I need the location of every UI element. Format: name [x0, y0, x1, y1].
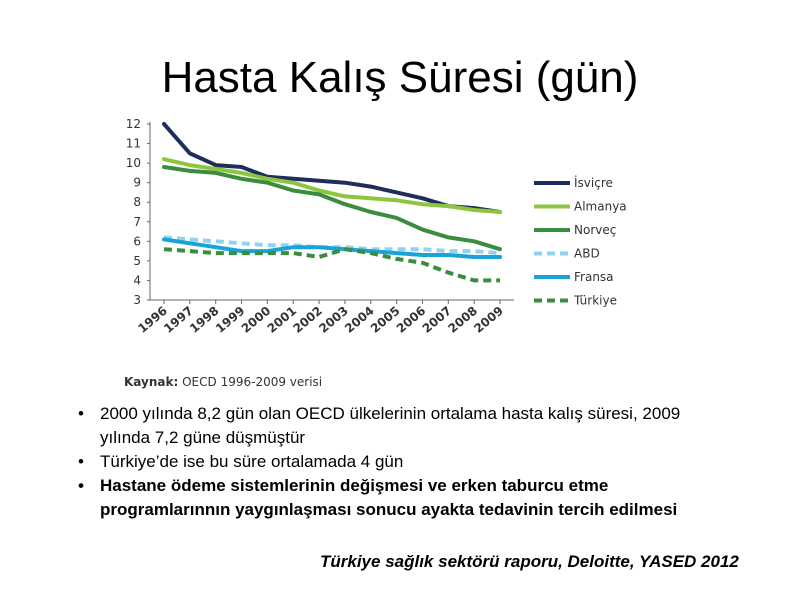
x-tick-label: 2007: [419, 303, 455, 336]
y-tick-label: 9: [133, 175, 141, 190]
legend-label: Fransa: [574, 270, 614, 284]
bullet-item: [74, 474, 714, 522]
y-tick-label: 11: [125, 136, 141, 151]
chart-source: [124, 375, 322, 389]
x-tick-label: 2004: [342, 303, 377, 336]
source-text: OECD 1996-2009 verisi: [182, 375, 323, 389]
legend-label: ABD: [574, 246, 600, 261]
bullet-text: 2000 yılında 8,2 gün olan OECD ülkelerinin ortalama hasta kalış süresi, 2009 yılında 7,2 güne düşmüştür: [100, 404, 681, 447]
bullet-glyph: •: [78, 404, 84, 423]
slide-title: Hasta Kalış Süresi (gün): [161, 53, 639, 102]
legend-label: İsviçre: [574, 176, 613, 190]
bullet-text: Hastane ödeme sistemlerinin değişmesi ve erken taburcu etme programlarınnın yaygınlaşması sonucu ayakta tedavinin tercih edilmesi: [100, 476, 678, 519]
x-tick-label: 1996: [135, 303, 170, 336]
y-tick-label: 8: [133, 195, 141, 210]
y-tick-label: 6: [133, 234, 141, 249]
y-tick-label: 5: [133, 253, 141, 268]
legend-label: Türkiye: [574, 293, 617, 308]
y-tick-label: 3: [133, 293, 141, 307]
legend-label: Almanya: [574, 199, 627, 214]
x-tick-label: 2002: [290, 303, 326, 336]
y-tick-label: 7: [133, 214, 141, 229]
series-line: [164, 159, 500, 212]
x-tick-label: 2003: [316, 303, 351, 336]
y-tick-label: 12: [125, 117, 141, 131]
legend-label: Norveç: [574, 223, 617, 237]
x-tick-label: 2001: [264, 303, 300, 336]
source-label: Kaynak:: [124, 375, 179, 389]
bullet-item: [74, 450, 714, 474]
x-tick-label: 2000: [238, 303, 274, 336]
bullet-glyph: •: [78, 476, 84, 495]
x-tick-label: 2005: [367, 303, 403, 336]
x-tick-label: 1997: [161, 303, 196, 336]
reference-citation: Türkiye sağlık sektörü raporu, Deloitte, YASED 2012: [320, 552, 739, 571]
bullet-list: [74, 402, 714, 522]
series-line: [164, 239, 500, 257]
bullet-item: [74, 402, 714, 450]
x-tick-label: 2009: [471, 303, 506, 336]
x-tick-label: 2008: [445, 303, 481, 336]
y-tick-label: 4: [133, 273, 141, 288]
x-tick-label: 2006: [393, 303, 429, 336]
x-tick-label: 1999: [212, 303, 248, 336]
bullet-text: Türkiye’de ise bu süre ortalamada 4 gün: [100, 452, 404, 471]
x-tick-label: 1998: [187, 303, 222, 336]
bullet-glyph: •: [78, 452, 84, 471]
y-tick-label: 10: [125, 156, 141, 171]
